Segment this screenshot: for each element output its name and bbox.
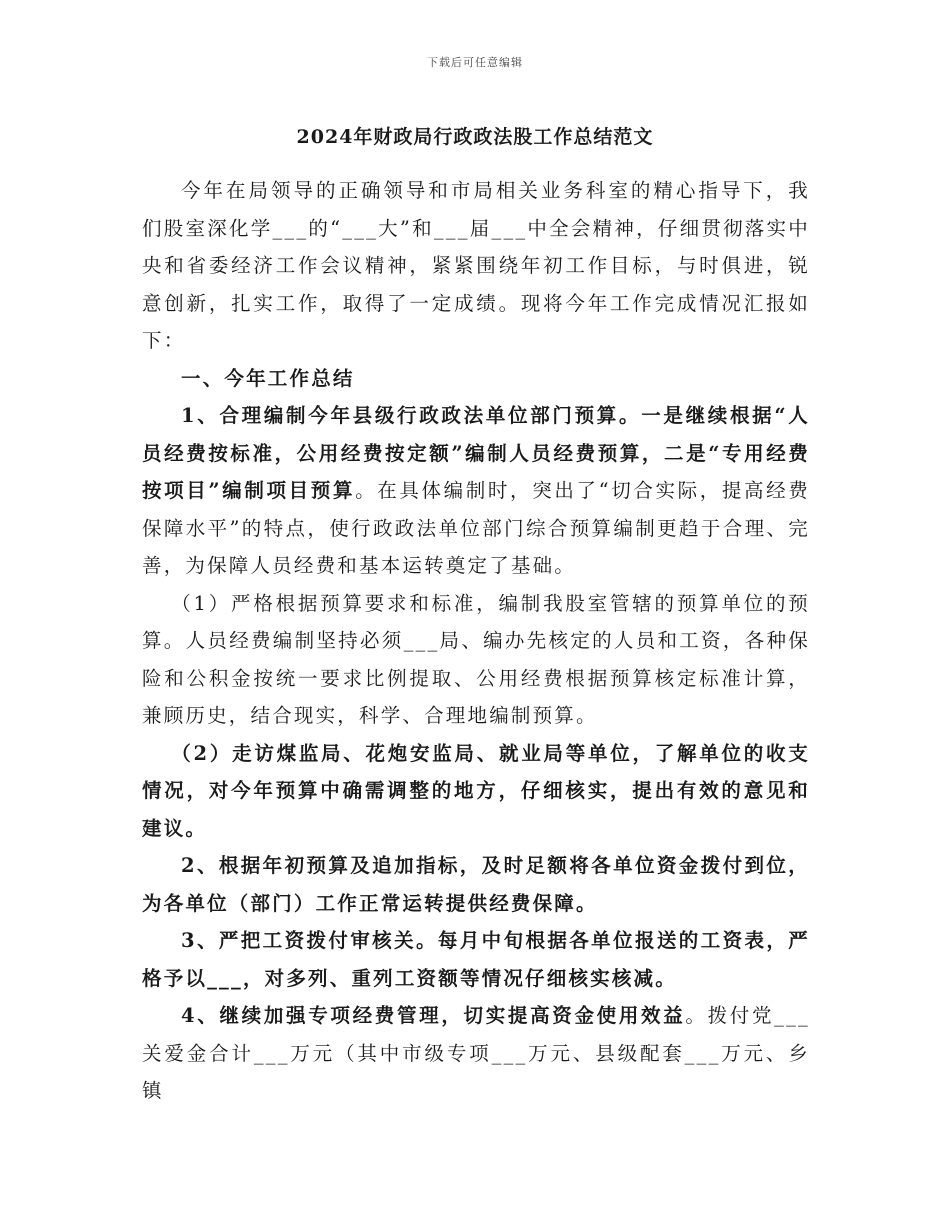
item-4-bold-text: 4、继续加强专项经费管理，切实提高资金使用效益 <box>181 1004 686 1027</box>
document-body <box>142 172 810 1110</box>
sub-item-1-paragraph: （1）严格根据预算要求和标准，编制我股室管辖的预算单位的预算。人员经费编制坚持必须___局、编办先核定的人员和工资，各种保险和公积金按统一要求比例提取、公用经费根据预算核定标准计算，兼顾历史，结合现实，科学、合理地编制预算。 <box>142 591 810 727</box>
item-1-text: 。在具体编制时，突出了“切合实际，提高经费保障水平”的特点，使行政政法单位部门综合预算编制更趋于合理、完善，为保障人员经费和基本运转奠定了基础。 <box>142 479 811 577</box>
sub-item-2-paragraph: （2）走访煤监局、花炮安监局、就业局等单位，了解单位的收支情况，对今年预算中确需调整的地方，仔细核实，提出有效的意见和建议。 <box>142 741 810 840</box>
item-4-paragraph <box>142 997 810 1110</box>
item-1-paragraph <box>142 397 810 585</box>
item-3-paragraph: 3、严把工资拨付审核关。每月中旬根据各单位报送的工资表，严格予以___，对多列、重列工资额等情况仔细核实核减。 <box>142 929 810 990</box>
header-note: 下载后可任意编辑 <box>427 56 523 69</box>
item-4-text: 。拨付党___关爱金合计___万元（其中市级专项___万元、县级配套___万元、乡镇 <box>142 1004 810 1102</box>
section-heading: 一、今年工作总结 <box>181 366 355 390</box>
item-1-bold-text: 1、合理编制今年县级行政政法单位部门预算。一是继续根据“人员经费按标准，公用经费按定额”编制人员经费预算，二是“专用经费按项目”编制项目预算 <box>142 404 810 502</box>
intro-paragraph: 今年在局领导的正确领导和市局相关业务科室的精心指导下，我们股室深化学___的“___大”和___届___中全会精神，仔细贯彻落实中央和省委经济工作会议精神，紧紧围绕年初工作目标，与时俱进，锐意创新，扎实工作，取得了一定成绩。现将今年工作完成情况汇报如下： <box>142 179 810 352</box>
document-title: 2024年财政局行政政法股工作总结范文 <box>296 126 654 148</box>
item-2-paragraph: 2、根据年初预算及追加指标，及时足额将各单位资金拨付到位，为各单位（部门）工作正常运转提供经费保障。 <box>142 854 810 915</box>
